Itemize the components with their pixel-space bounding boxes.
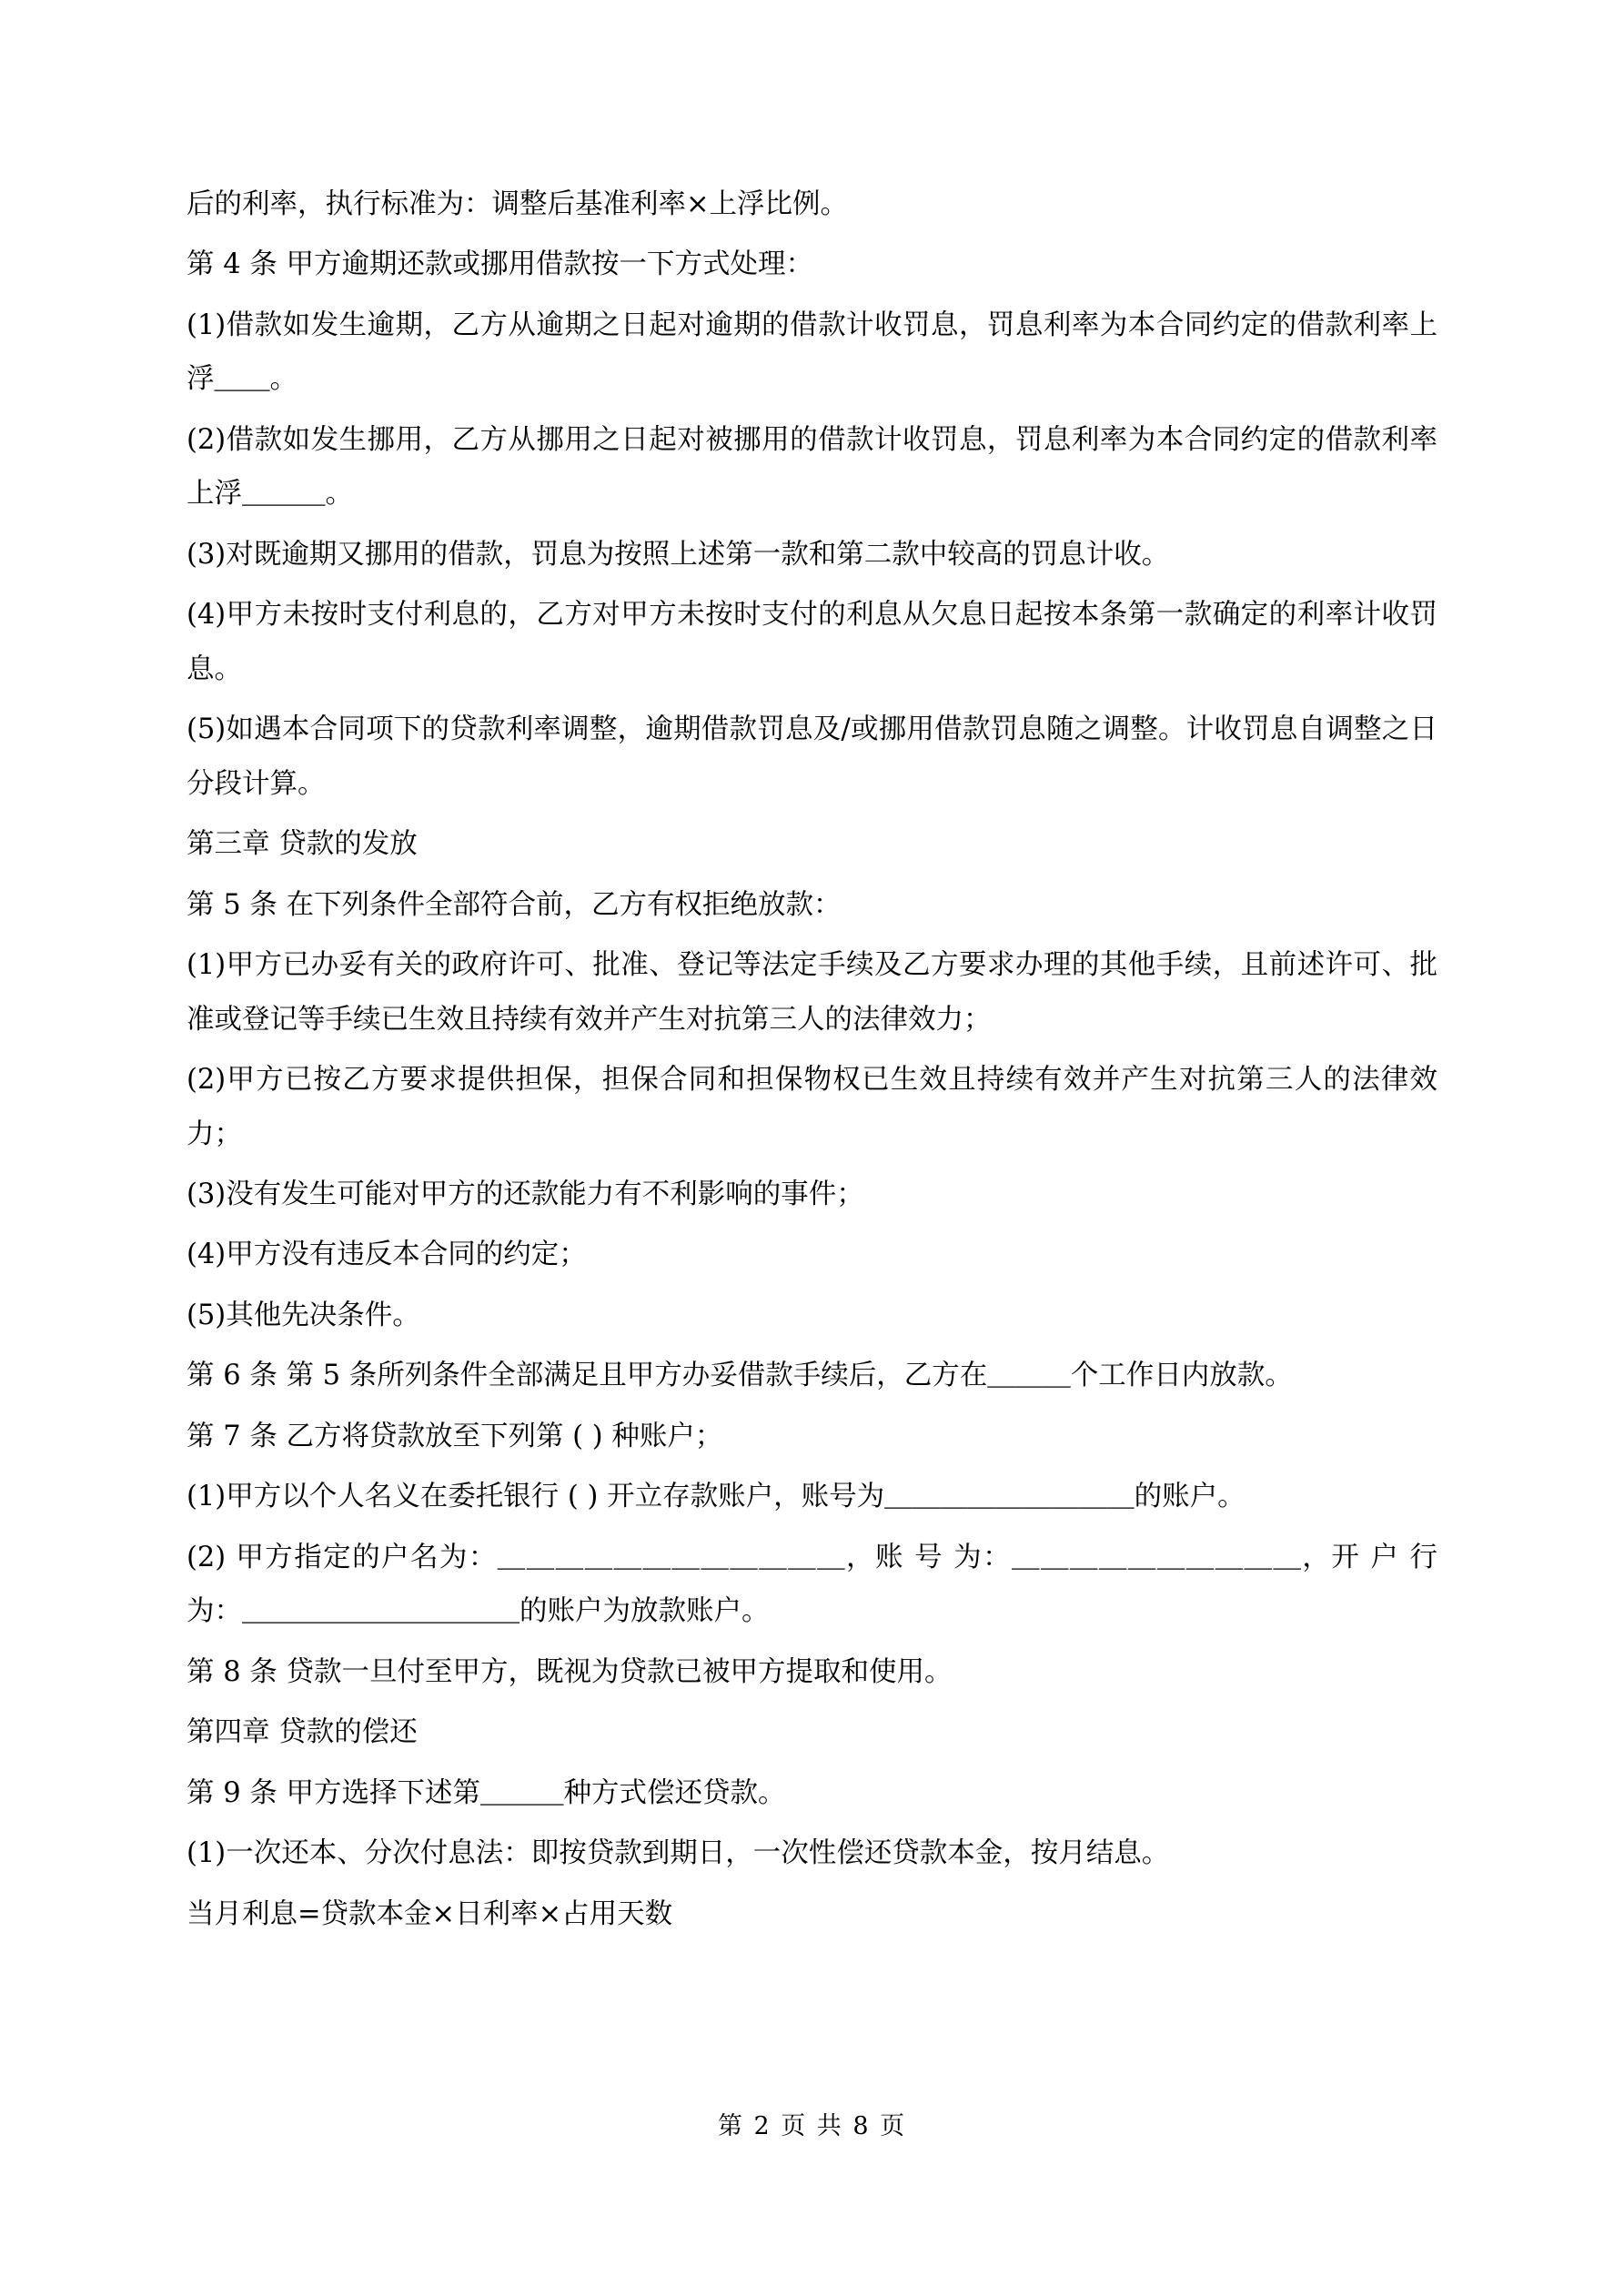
- paragraph: 第 6 条 第 5 条所列条件全部满足且甲方办妥借款手续后，乙方在＿＿＿个工作日内放款。: [187, 1360, 1293, 1392]
- paragraph: 第 9 条 甲方选择下述第＿＿＿种方式偿还贷款。: [187, 1776, 786, 1809]
- paragraph: (5)如遇本合同项下的贷款利率调整，逾期借款罚息及/或挪用借款罚息随之调整。计收罚息自调整之日分段计算。: [187, 713, 1437, 800]
- document-body: [187, 177, 1437, 1941]
- paragraph: (3)对既逾期又挪用的借款，罚息为按照上述第一款和第二款中较高的罚息计收。: [187, 538, 1170, 571]
- paragraph: (4)甲方未按时支付利息的，乙方对甲方未按时支付的利息从欠息日起按本条第一款确定的利率计收罚息。: [187, 599, 1437, 685]
- paragraph: 第 8 条 贷款一旦付至甲方，既视为贷款已被甲方提取和使用。: [187, 1655, 953, 1688]
- paragraph: (5)其他先决条件。: [187, 1299, 420, 1331]
- paragraph: 第 4 条 甲方逾期还款或挪用借款按一下方式处理：: [187, 248, 813, 281]
- paragraph: (2)借款如发生挪用，乙方从挪用之日起对被挪用的借款计收罚息，罚息利率为本合同约定的借款利率上浮＿＿＿。: [187, 423, 1437, 511]
- paragraph: (4)甲方没有违反本合同的约定；: [187, 1239, 587, 1271]
- paragraph: (1)甲方已办妥有关的政府许可、批准、登记等法定手续及乙方要求办理的其他手续，且前述许可、批准或登记等手续已生效且持续有效并产生对抗第三人的法律效力；: [187, 949, 1437, 1036]
- paragraph: 当月利息=贷款本金×日利率×占用天数: [187, 1897, 673, 1930]
- paragraph: (3)没有发生可能对甲方的还款能力有不利影响的事件；: [187, 1178, 864, 1210]
- paragraph: (1)借款如发生逾期，乙方从逾期之日起对逾期的借款计收罚息，罚息利率为本合同约定的借款利率上浮＿＿。: [187, 308, 1437, 396]
- paragraph: (1)一次还本、分次付息法：即按贷款到期日，一次性偿还贷款本金，按月结息。: [187, 1837, 1170, 1870]
- section-heading: 第四章 贷款的偿还: [187, 1716, 418, 1749]
- paragraph: 第 7 条 乙方将贷款放至下列第 ( ) 种账户；: [187, 1420, 723, 1452]
- paragraph: (1)甲方以个人名义在委托银行 ( ) 开立存款账户，账号为＿＿＿＿＿＿＿＿＿的账户。: [187, 1481, 1246, 1513]
- paragraph: 后的利率，执行标准为：调整后基准利率×上浮比例。: [187, 188, 849, 220]
- section-heading: 第三章 贷款的发放: [187, 828, 418, 861]
- page-footer: 第 2 页 共 8 页: [717, 2112, 907, 2140]
- paragraph: (2) 甲方指定的户名为：＿＿＿＿＿＿＿＿＿＿＿＿，账 号 为：＿＿＿＿＿＿＿＿＿＿，开 户 行 为：＿＿＿＿＿＿＿＿＿＿的账户为放款账户。: [187, 1541, 1437, 1628]
- paragraph: 第 5 条 在下列条件全部符合前，乙方有权拒绝放款：: [187, 888, 842, 921]
- paragraph: (2)甲方已按乙方要求提供担保，担保合同和担保物权已生效且持续有效并产生对抗第三人的法律效力；: [187, 1064, 1437, 1150]
